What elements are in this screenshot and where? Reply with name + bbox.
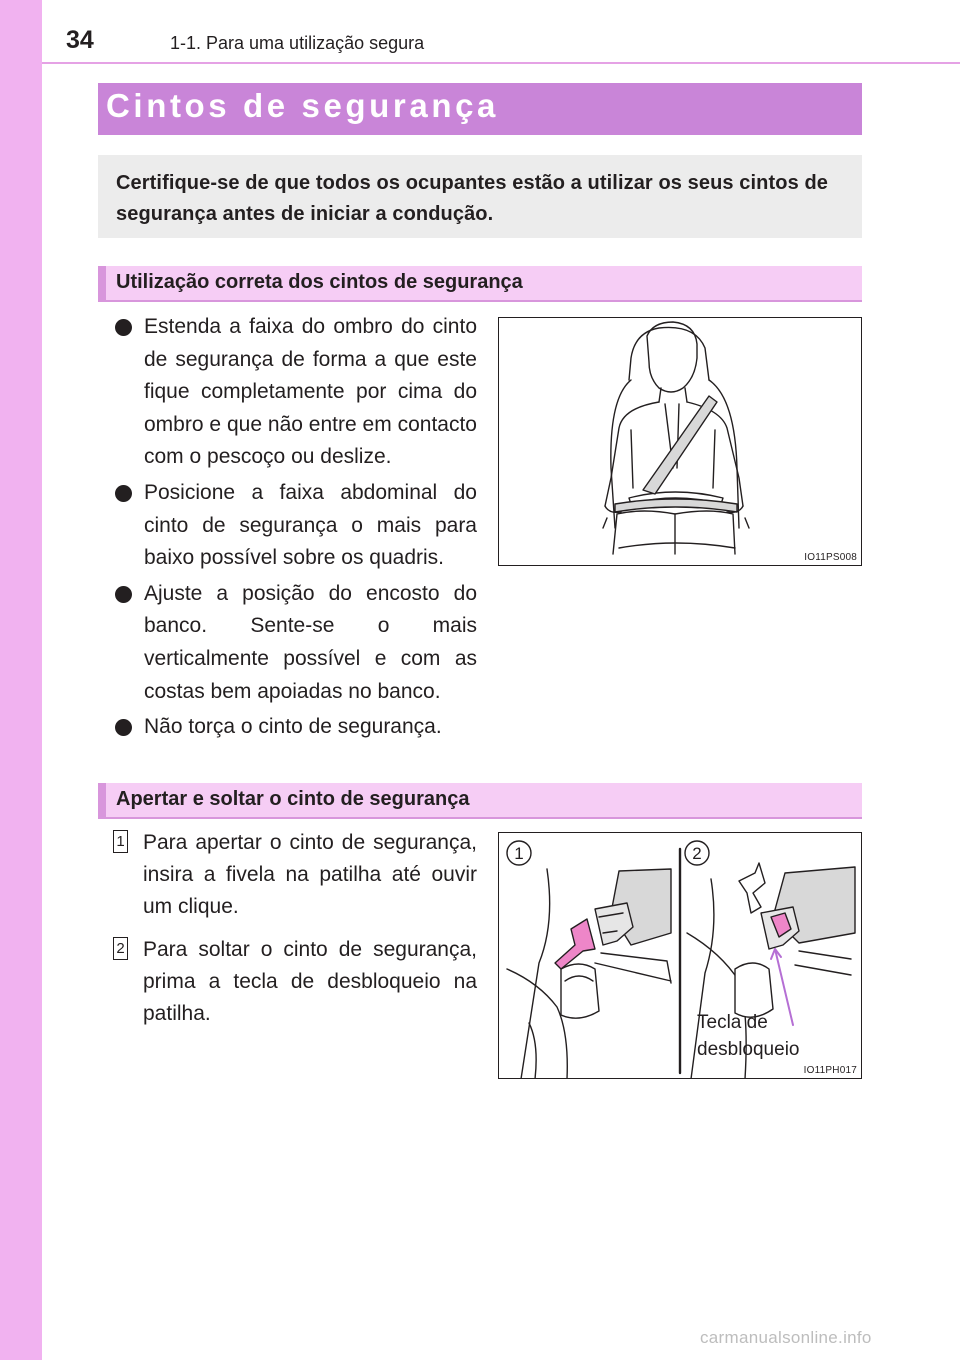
list-item [115, 578, 477, 708]
running-head: 1-1. Para uma utilização segura [170, 33, 425, 53]
seated-occupant-figure [498, 317, 862, 566]
side-color-band [0, 0, 42, 1360]
panel-2-label: 2 [692, 844, 702, 863]
intro-text: Certifique-se de que todos os ocupantes estão a utilizar os seus cintos de segurança antes de iniciar a condução. [116, 172, 828, 225]
step-number-badge: 2 [113, 937, 128, 960]
bullet-icon [115, 586, 132, 603]
section-title: Cintos de segurança [106, 87, 499, 124]
release-button-label [697, 1009, 799, 1063]
page-number: 34 [66, 26, 94, 54]
list-item [115, 477, 477, 575]
header-rule [42, 62, 960, 64]
seated-occupant-illustration [499, 318, 862, 566]
step-number-badge: 1 [113, 830, 128, 853]
subheading-label: Apertar e soltar o cinto de segurança [116, 788, 470, 810]
release-label-line1: Tecla de [697, 1012, 768, 1033]
list-item-text: Estenda a faixa do ombro do cinto de segurança de forma a que este fique completamente por cima do ombro e que não entre em contacto com o pescoço ou deslize. [144, 315, 477, 469]
subheading-label: Utilização correta dos cintos de segurança [116, 271, 523, 293]
buckle-figure [498, 832, 862, 1079]
list-item [115, 311, 477, 474]
subheading-fasten [98, 783, 862, 819]
list-item-text: Ajuste a posição do encosto do banco. Sente-se o mais verticalmente possível e com as costas bem apoiadas no banco. [144, 581, 477, 703]
step-item [113, 827, 477, 923]
list-item-text: Não torça o cinto de segurança. [144, 715, 442, 739]
bullet-icon [115, 485, 132, 502]
correct-use-list [115, 311, 477, 747]
buckle-illustration [499, 833, 862, 1079]
list-item-text: Posicione a faixa abdominal do cinto de segurança o mais para baixo possível sobre os quadris. [144, 480, 477, 570]
list-item [115, 711, 477, 744]
bullet-icon [115, 719, 132, 736]
step-item [113, 934, 477, 1030]
watermark: carmanualsonline.info [700, 1328, 872, 1347]
bullet-icon [115, 319, 132, 336]
subheading-correct-use [98, 266, 862, 302]
release-label-line2: desbloqueio [697, 1039, 800, 1060]
figure-code: IO11PS008 [804, 552, 857, 563]
panel-1-label: 1 [514, 844, 524, 863]
intro-box [98, 155, 862, 238]
fasten-steps [113, 827, 477, 1041]
step-text: Para apertar o cinto de segurança, insira a fivela na patilha até ouvir um clique. [143, 831, 477, 918]
step-text: Para soltar o cinto de segurança, prima a tecla de desbloqueio na patilha. [143, 938, 477, 1025]
figure-code: IO11PH017 [803, 1065, 857, 1076]
